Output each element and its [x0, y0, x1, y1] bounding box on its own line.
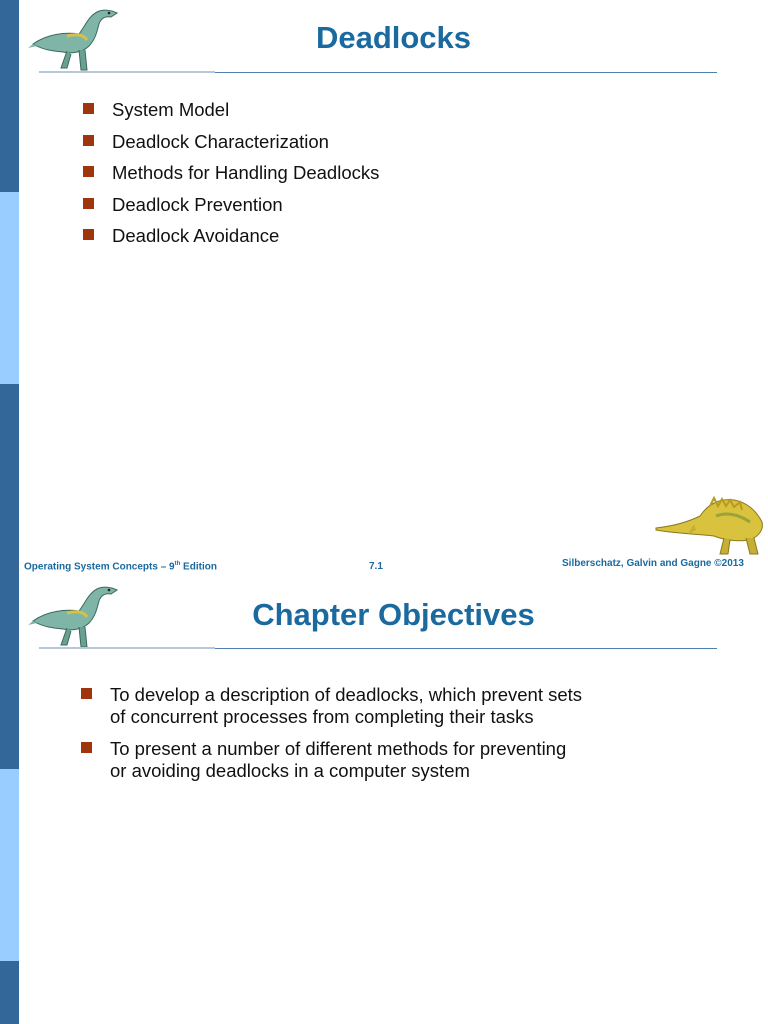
footer-authors: Silberschatz, Galvin and Gagne ©2013 — [562, 558, 744, 569]
slide-deadlocks — [19, 0, 768, 577]
bar-segment-dark — [0, 961, 19, 1024]
bullet-square-icon — [83, 198, 94, 209]
list-item: Deadlock Avoidance — [112, 225, 712, 247]
bar-segment-dark — [0, 577, 19, 769]
slide-title: Deadlocks — [315, 20, 472, 55]
list-item: To develop a description of deadlocks, which prevent sets of concurrent processes from completing their tasks — [110, 684, 585, 728]
list-item: To present a number of different methods for preventing or avoiding deadlocks in a computer system — [110, 738, 585, 782]
bullet-list — [112, 99, 712, 247]
slide-title: Chapter Objectives — [252, 597, 535, 632]
bar-segment-light — [0, 769, 19, 961]
list-item: Deadlock Prevention — [112, 194, 712, 216]
bar-segment-dark — [0, 384, 19, 577]
bullet-list — [110, 684, 585, 782]
bullet-square-icon — [83, 135, 94, 146]
list-item: Deadlock Characterization — [112, 131, 712, 153]
dinosaur-icon — [654, 494, 766, 558]
bullet-square-icon — [83, 103, 94, 114]
footer-book-title: Operating System Concepts – 9th Edition — [24, 561, 217, 573]
footer-page-number: 7.1 — [369, 561, 383, 572]
list-item: System Model — [112, 99, 712, 121]
title-divider — [39, 72, 717, 73]
bar-segment-dark — [0, 0, 19, 192]
title-divider — [39, 648, 717, 649]
bullet-square-icon — [83, 166, 94, 177]
bullet-square-icon — [83, 229, 94, 240]
list-item: Methods for Handling Deadlocks — [112, 162, 712, 184]
bar-segment-light — [0, 192, 19, 384]
bullet-square-icon — [81, 688, 92, 699]
bullet-square-icon — [81, 742, 92, 753]
left-color-bar — [0, 0, 19, 1024]
slide-chapter-objectives — [19, 577, 768, 1024]
